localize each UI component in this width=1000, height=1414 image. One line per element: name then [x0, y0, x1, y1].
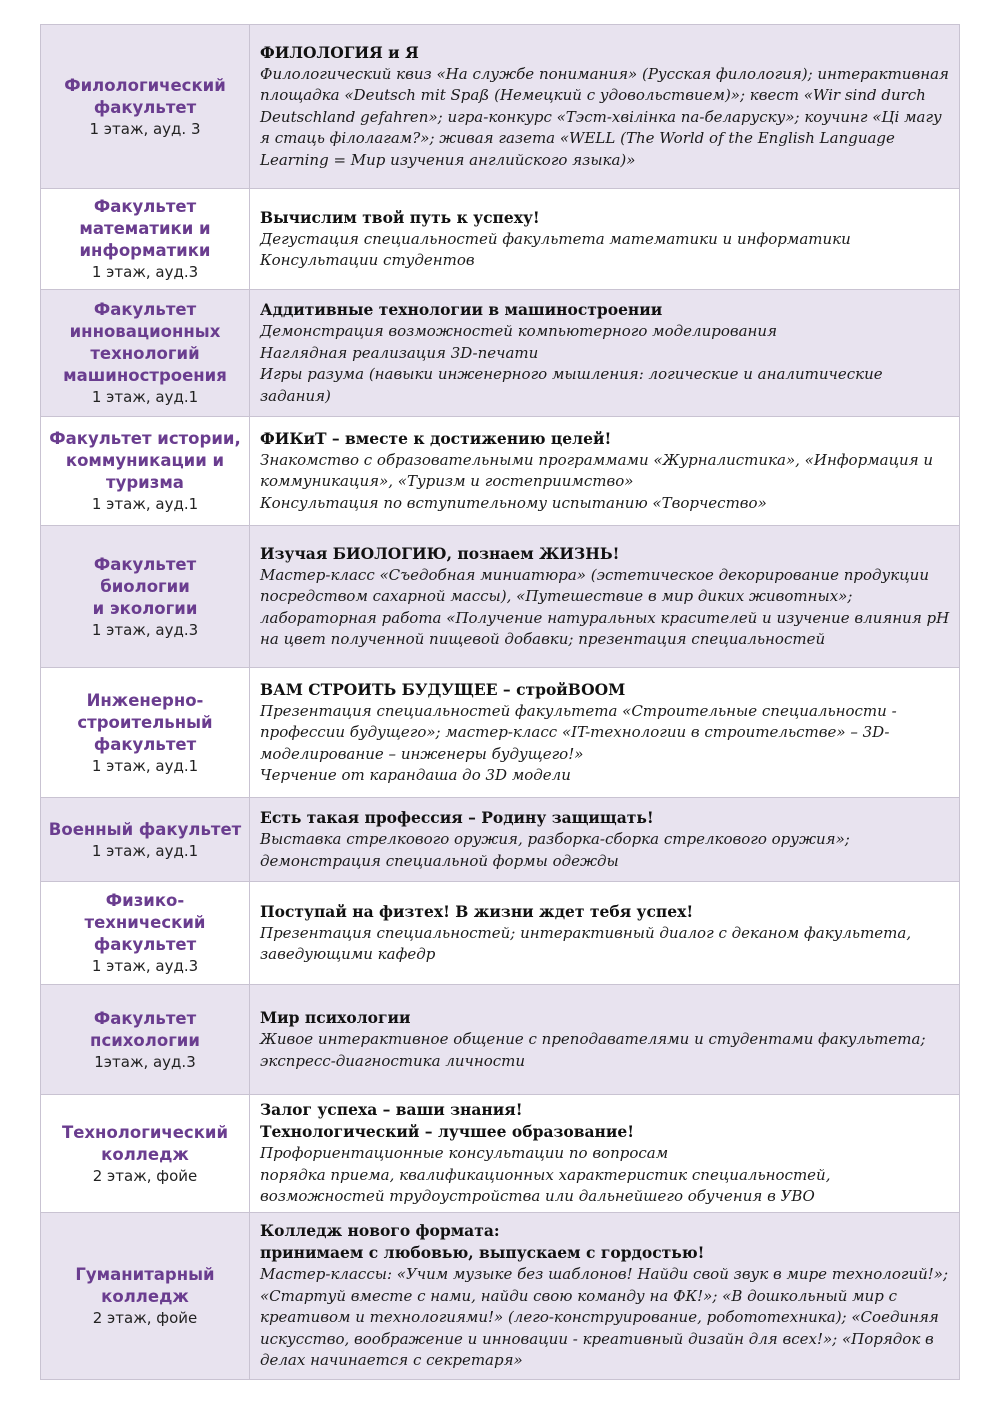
- faculty-cell: [41, 798, 250, 882]
- faculty-location: 1этаж, ауд.3: [94, 1052, 196, 1071]
- event-description-line: Презентация специальностей факультета «Строительные специальности - профессии будущего»; мастер-класс «IT-технологии в строительстве» – 3D-моделирование – инженеры будущего!»: [260, 701, 897, 763]
- event-description-line: Наглядная реализация 3D-печати: [260, 343, 539, 362]
- event-description-line: Выставка стрелкового оружия, разборка-сборка стрелкового оружия»; демонстрация специальной формы одежды: [260, 830, 850, 870]
- event-title: Поступай на физтех! В жизни ждет тебя успех!: [260, 901, 694, 921]
- table-row: [41, 668, 960, 798]
- event-cell: [250, 189, 960, 290]
- faculty-name: Технологический колледж: [61, 1122, 229, 1164]
- event-description: [260, 1143, 953, 1208]
- faculty-cell: [41, 985, 250, 1095]
- table-row: [41, 1213, 960, 1380]
- faculty-name: Факультет истории, коммуникации и туризма: [49, 429, 241, 492]
- event-title: Вычислим твой путь к успеху!: [260, 207, 540, 227]
- event-title: ФИКиТ – вместе к достижению целей!: [260, 428, 612, 448]
- event-cell: [250, 985, 960, 1095]
- event-cell: [250, 25, 960, 189]
- event-description: [260, 565, 953, 651]
- faculty-cell: [41, 290, 250, 417]
- table-row: [41, 1095, 960, 1213]
- event-description-line: Мастер-класс «Съедобная миниатюра» (эстетическое декорирование продукции посредством сахарной массы), «Путешествие в мир диких животных»; лабораторная работа «Получение натуральных красителей и изучение влияния pH на цвет полученной пищевой добавки; презентация специальностей: [260, 565, 950, 648]
- event-cell: [250, 798, 960, 882]
- event-description: [260, 229, 953, 272]
- table-row: [41, 417, 960, 526]
- faculty-location: 2 этаж, фойе: [92, 1309, 198, 1327]
- event-description-line: порядка приема, квалификационных характеристик специальностей, возможностей трудоустройства или дальнейшего обучения в УВО: [260, 1165, 831, 1206]
- event-title: ВАМ СТРОИТЬ БУДУЩЕЕ – стройBOOM: [260, 679, 626, 699]
- faculty-location: 1 этаж, ауд.3: [91, 263, 199, 281]
- schedule-body: [41, 25, 960, 1380]
- table-row: [41, 882, 960, 985]
- table-row: [41, 985, 960, 1095]
- event-description: [260, 701, 953, 787]
- event-description-line: Дегустация специальностей факультета математики и информатики: [260, 229, 851, 248]
- faculty-location: 1 этаж, ауд.1: [91, 841, 199, 860]
- event-description: [260, 923, 953, 966]
- faculty-name: Военный факультет: [48, 819, 242, 839]
- event-description: [260, 1029, 953, 1072]
- event-title: Аддитивные технологии в машиностроении: [260, 300, 663, 319]
- event-description: [260, 829, 953, 872]
- event-cell: [250, 417, 960, 526]
- faculty-cell: [41, 417, 250, 526]
- faculty-cell: [41, 25, 250, 189]
- faculty-name: Факультет психологии: [90, 1008, 200, 1050]
- event-cell: [250, 290, 960, 417]
- faculty-name: Филологический факультет: [64, 75, 226, 117]
- event-description-line: Игры разума (навыки инженерного мышления: логические и аналитические задания): [260, 365, 883, 405]
- faculty-name: Факультет биологии и экологии: [92, 554, 198, 618]
- event-description-line: Мастер-классы: «Учим музыке без шаблонов! Найди свой звук в мире технологий!»; «Стартуй вместе с нами, найди свою команду на ФК!»; «В дошкольный мир с креативом и технологиями!» (лего-конструирование, робототехника); «Соединяя искусство, воображение и инновации - креативный дизайн для всех!»; «Порядок в делах начинается с секретаря»: [260, 1265, 949, 1370]
- faculty-location: 1 этаж, ауд. 3: [89, 119, 201, 138]
- faculty-location: 1 этаж, ауд.1: [91, 495, 199, 513]
- event-description: [260, 1264, 953, 1372]
- event-description-line: Живое интерактивное общение с преподавателями и студентами факультета; экспресс-диагностика личности: [260, 1030, 926, 1070]
- event-description-line: Филологический квиз «На службе понимания» (Русская филология); интерактивная площадка «Deutsch mit Spaß (Немецкий с удовольствием)»; квест «Wir sind durch Deutschland gefahren»; игра-конкурс «Тэст-хвілінка па-беларуску»; коучинг «Ці магу я стаць філолагам?»; живая газета «WELL (The World of the English Language Learning = Мир изучения английского языка)»: [260, 64, 949, 169]
- faculty-cell: [41, 526, 250, 668]
- event-title: Колледж нового формата: принимаем с любовью, выпускаем с гордостью!: [260, 1221, 705, 1263]
- event-description-line: Презентация специальностей; интерактивный диалог с деканом факультета, заведующими кафедр: [260, 923, 912, 963]
- event-description-line: Демонстрация возможностей компьютерного моделирования: [260, 322, 778, 340]
- event-description: [260, 321, 953, 407]
- event-description-line: Черчение от карандаша до 3D модели: [260, 766, 571, 784]
- event-description-line: Знакомство с образовательными программами «Журналистика», «Информация и коммуникация», «Туризм и гостеприимство»: [260, 450, 934, 491]
- faculty-location: 1 этаж, ауд.3: [91, 620, 199, 639]
- schedule-table: [40, 24, 960, 1380]
- faculty-cell: [41, 189, 250, 290]
- event-cell: [250, 882, 960, 985]
- faculty-name: Факультет математики и информатики: [79, 197, 211, 260]
- table-row: [41, 189, 960, 290]
- faculty-name: Факультет инновационных технологий машиностроения: [63, 300, 227, 385]
- event-title: Залог успеха – ваши знания! Технологический – лучшее образование!: [260, 1100, 635, 1142]
- event-description-line: Консультация по вступительному испытанию «Творчество»: [260, 493, 767, 512]
- event-description-line: Консультации студентов: [260, 251, 475, 269]
- faculty-cell: [41, 1095, 250, 1213]
- faculty-cell: [41, 882, 250, 985]
- event-cell: [250, 1213, 960, 1380]
- event-description-line: Профориентационные консультации по вопросам: [260, 1144, 669, 1163]
- event-title: Есть такая профессия – Родину защищать!: [260, 808, 654, 827]
- faculty-name: Физико- технический факультет: [84, 891, 206, 954]
- event-title: Изучая БИОЛОГИЮ, познаем ЖИЗНЬ!: [260, 543, 620, 563]
- faculty-name: Гуманитарный колледж: [75, 1265, 215, 1306]
- table-row: [41, 25, 960, 189]
- faculty-cell: [41, 668, 250, 798]
- faculty-name: Инженерно- строительный факультет: [77, 690, 213, 754]
- event-title: ФИЛОЛОГИЯ и Я: [260, 42, 419, 62]
- faculty-location: 1 этаж, ауд.3: [91, 957, 199, 975]
- event-cell: [250, 1095, 960, 1213]
- table-row: [41, 526, 960, 668]
- event-cell: [250, 526, 960, 668]
- faculty-location: 2 этаж, фойе: [92, 1166, 198, 1185]
- faculty-location: 1 этаж, ауд.1: [91, 388, 199, 406]
- table-row: [41, 290, 960, 417]
- event-description: [260, 450, 953, 515]
- event-cell: [250, 668, 960, 798]
- faculty-cell: [41, 1213, 250, 1380]
- event-title: Мир психологии: [260, 1008, 411, 1027]
- faculty-location: 1 этаж, ауд.1: [91, 756, 199, 775]
- event-description: [260, 64, 953, 172]
- table-row: [41, 798, 960, 882]
